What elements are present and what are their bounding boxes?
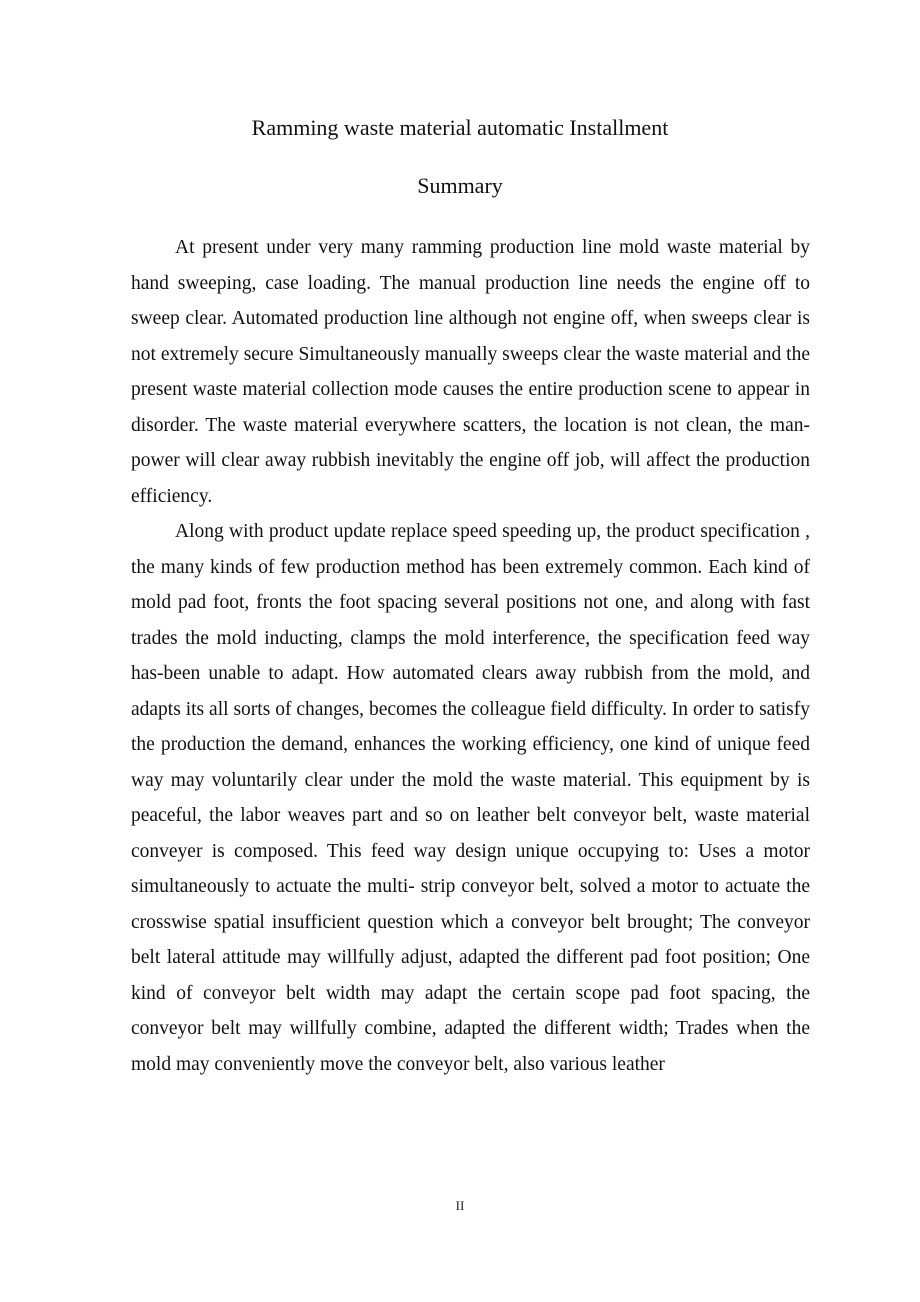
body-text <box>131 230 810 1082</box>
section-heading: Summary <box>417 173 503 198</box>
paragraph-2: Along with product update replace speed speeding up, the product specification , the many kinds of few production method has been extremely common. Each kind of mold pad foot, fronts the foot spacing several positions not one, and along with fast trades the mold inducting, clamps the mold interference, the specification feed way has-been unable to adapt. How automated clears away rubbish from the mold, and adapts its all sorts of changes, becomes the colleague field difficulty. In order to satisfy the production the demand, enhances the working efficiency, one kind of unique feed way may voluntarily clear under the mold the waste material. This equipment by is peaceful, the labor weaves part and so on leather belt conveyor belt, waste material conveyer is composed. This feed way design unique occupying to: Uses a motor simultaneously to actuate the multi- strip conveyor belt, solved a motor to actuate the crosswise spatial insufficient question which a conveyor belt brought; The conveyor belt lateral attitude may willfully adjust, adapted the different pad foot position; One kind of conveyor belt width may adapt the certain scope pad foot spacing, the conveyor belt may willfully combine, adapted the different width; Trades when the mold may conveniently move the conveyor belt, also various leather <box>131 521 810 1075</box>
document-title: Ramming waste material automatic Installment <box>251 115 669 140</box>
page-number: II <box>455 1198 465 1213</box>
paragraph-1: At present under very many ramming production line mold waste material by hand sweeping, case loading. The manual production line needs the engine off to sweep clear. Automated production line although not engine off, when sweeps clear is not extremely secure Simultaneously manually sweeps clear the waste material and the present waste material collection mode causes the entire production scene to appear in disorder. The waste material everywhere scatters, the location is not clean, the man-power will clear away rubbish inevitably the engine off job, will affect the production efficiency. <box>131 237 810 507</box>
